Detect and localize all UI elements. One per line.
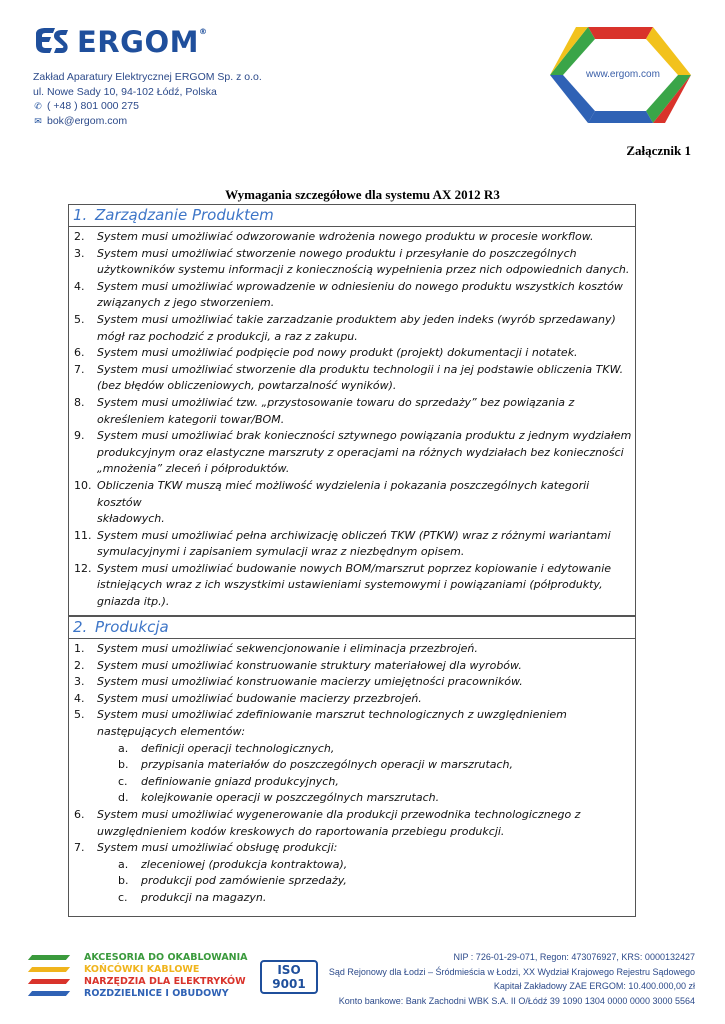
sub-item <box>74 857 633 874</box>
list-item <box>74 395 633 428</box>
category-label: AKCESORIA DO OKABLOWANIA <box>84 951 248 963</box>
item-line: istniejących wraz z ich wszystkimi ustawieniami systemowymi i powiązaniami (półprodukty, <box>97 578 603 592</box>
sub-item <box>74 873 633 890</box>
sub-item-text: produkcji pod zamówienie sprzedaży, <box>141 874 347 888</box>
list-item <box>74 707 633 740</box>
item-text <box>97 658 522 675</box>
item-line: System musi umożliwiać sekwencjonowanie i eliminacja przezbrojeń. <box>97 642 478 655</box>
list-item <box>74 229 633 246</box>
item-text <box>97 345 578 362</box>
item-line: Obliczenia TKW muszą mieć możliwość wydzielenia i pokazania poszczególnych kategorii kosztów <box>97 478 590 509</box>
sub-item-letter: a. <box>118 741 129 755</box>
category-label: KOŃCÓWKI KABLOWE <box>84 963 200 975</box>
item-text <box>97 674 523 691</box>
category-stripe <box>28 979 70 984</box>
item-text <box>97 229 594 246</box>
item-number: 8. <box>74 395 85 409</box>
item-text <box>97 362 623 395</box>
list-item <box>74 246 633 279</box>
item-number: 4. <box>74 691 85 705</box>
sub-item-letter: c. <box>118 774 128 788</box>
sub-item-letter: b. <box>118 758 129 772</box>
sub-item-text: kolejkowanie operacji w poszczególnych marszrutach. <box>141 791 440 805</box>
section-production <box>68 616 636 917</box>
legal-line: Konto bankowe: Bank Zachodni WBK S.A. II O/Łódź 39 1090 1304 0000 0000 3000 5564 <box>338 995 695 1006</box>
item-line: System musi umożliwiać tzw. „przystosowanie towaru do sprzedaży” bez powiązania z <box>97 395 575 409</box>
sub-item <box>74 741 633 758</box>
item-number: 6. <box>74 346 85 360</box>
sub-item <box>74 790 633 807</box>
item-number: 7. <box>74 841 85 855</box>
list-item <box>74 279 633 312</box>
item-line: System musi umożliwiać zdefiniowanie marszrut technologicznych z uwzględnieniem <box>97 708 567 722</box>
category-row <box>30 975 248 987</box>
list-item <box>74 478 633 528</box>
list-item <box>74 840 633 857</box>
item-line: „mnożenia” zleceń i półproduktów. <box>97 462 290 476</box>
item-line: System musi umożliwiać odwzorowanie wdrożenia nowego produktu w procesie workflow. <box>97 230 594 243</box>
legal-line: Sąd Rejonowy dla Łodzi – Śródmieścia w Łodzi, XX Wydział Krajowego Rejestru Sądowego <box>328 966 695 977</box>
item-number: 1. <box>74 642 85 655</box>
attachment-label: Załącznik 1 <box>626 143 691 158</box>
item-number: 10. <box>74 478 92 492</box>
item-line: System musi umożliwiać takie zarzadzanie produktem aby jeden indeks (wyrób sprzedawany) <box>97 312 616 326</box>
category-row <box>30 963 248 975</box>
phone-icon: ✆ <box>34 101 42 111</box>
list-item <box>74 658 633 675</box>
item-number: 6. <box>74 807 85 821</box>
website-url[interactable]: www.ergom.com <box>586 69 660 80</box>
item-line: gniazda itp.). <box>97 595 170 609</box>
item-line: (bez błędów obliczeniowych, powtarzalność wyników). <box>97 379 397 393</box>
item-line: System musi umożliwiać budowanie nowych BOM/marszrut poprzez kopiowanie i edytowanie <box>97 561 612 575</box>
company-name: Zakład Aparatury Elektrycznej ERGOM Sp. z o.o. <box>33 71 262 83</box>
contact-block <box>33 70 262 128</box>
item-number: 9. <box>74 429 85 443</box>
item-text <box>97 840 337 857</box>
item-number: 4. <box>74 279 85 293</box>
item-line: System musi umożliwiać budowanie macierzy przezbrojeń. <box>97 691 422 705</box>
sub-item-text: przypisania materiałów do poszczególnych operacji w marszrutach, <box>141 758 514 772</box>
sub-item <box>74 757 633 774</box>
list-item <box>74 561 633 611</box>
sub-item-text: definiowanie gniazd produkcyjnych, <box>141 774 339 788</box>
section-heading: 1. Zarządzanie Produktem <box>69 205 635 227</box>
list-item <box>74 312 633 345</box>
item-text <box>97 807 580 840</box>
item-number: 11. <box>74 528 92 542</box>
item-line: System musi umożliwiać obsługę produkcji: <box>97 841 338 855</box>
item-line: System musi umożliwiać konstruowanie struktury materiałowej dla wyrobów. <box>97 658 522 672</box>
item-line: związanych z jego stworzeniem. <box>97 296 275 310</box>
item-line: uwzględnieniem kodów kreskowych do raportowania przebiegu produkcji. <box>97 824 505 838</box>
item-line: produkcyjnym oraz elastyczne marszruty z operacjami na różnych wydziałach bez konieczności <box>97 445 624 459</box>
item-text <box>97 395 574 428</box>
item-line: System musi umożliwiać wprowadzenie w odniesieniu do nowego produktu wszystkich kosztów <box>97 279 623 293</box>
list-item <box>74 641 633 658</box>
item-line: System musi umożliwiać pełna archiwizację obliczeń TKW (PTKW) wraz z różnymi wariantami <box>97 528 611 542</box>
list-item <box>74 674 633 691</box>
phone-row <box>33 99 262 114</box>
item-line: określeniem kategorii towar/BOM. <box>97 412 285 426</box>
sub-item-letter: c. <box>118 890 128 904</box>
list-item <box>74 362 633 395</box>
item-line: następujących elementów: <box>97 724 246 738</box>
item-line: System musi umożliwiać stworzenie nowego produktu i przesyłanie do poszczególnych <box>97 246 577 260</box>
list-item <box>74 691 633 708</box>
category-row <box>30 987 248 999</box>
sub-item-text: zleceniowej (produkcja kontraktowa), <box>141 857 348 871</box>
section-heading: 2. Produkcja <box>69 617 635 639</box>
sub-item <box>74 774 633 791</box>
item-text <box>97 641 478 658</box>
company-address: ul. Nowe Sady 10, 94-102 Łódź, Polska <box>33 85 217 98</box>
legal-line: Kapitał Zakładowy ZAE ERGOM: 10.400.000,00 zł <box>493 981 695 991</box>
category-label: ROZDZIELNICE I OBUDOWY <box>84 987 229 999</box>
list-item <box>74 345 633 362</box>
category-stripe <box>28 991 70 996</box>
item-line: System musi umożliwiać brak konieczności sztywnego powiązania produktu z jednym wydziałem <box>97 429 632 443</box>
item-line: użytkowników systemu informacji z koniecznością wypełnienia przez nich odpowiednich danych. <box>97 263 630 277</box>
document-title: Wymagania szczegółowe dla systemu AX 2012 R3 <box>225 187 500 202</box>
item-line: mógł raz pochodzić z produkcji, a raz z zakupu. <box>97 329 358 343</box>
item-text <box>97 279 623 312</box>
envelope-icon: ✉ <box>34 115 42 126</box>
email-address[interactable]: bok@ergom.com <box>47 114 128 127</box>
sub-item <box>74 890 633 907</box>
item-line: System musi umożliwiać stworzenie dla produktu technologii i na jej podstawie obliczenia TKW. <box>97 362 624 376</box>
item-line: System musi umożliwiać wygenerowanie dla produkcji przewodnika technologicznego z <box>97 807 581 821</box>
list-item <box>74 528 633 561</box>
category-row <box>30 951 248 963</box>
item-text <box>97 246 629 279</box>
sub-item-text: definicji operacji technologicznych, <box>141 741 335 755</box>
list-item <box>74 428 633 478</box>
company-logo <box>33 25 207 59</box>
item-number: 7. <box>74 362 85 376</box>
item-text <box>97 707 567 740</box>
company-legal-info <box>329 950 695 1008</box>
sub-item-letter: d. <box>118 791 129 805</box>
category-label: NARZĘDZIA DLA ELEKTRYKÓW <box>84 975 246 987</box>
item-number: 3. <box>74 675 85 689</box>
sub-item-letter: b. <box>118 874 129 888</box>
section-product-management <box>68 204 636 616</box>
item-line: System musi umożliwiać podpięcie pod nowy produkt (projekt) dokumentacji i notatek. <box>97 346 578 360</box>
category-stripe <box>28 955 70 960</box>
item-number: 3. <box>74 246 85 260</box>
requirements-list <box>69 227 635 611</box>
phone-number: ( +48 ) 801 000 275 <box>47 100 139 112</box>
iso-9001-badge: ISO 9001 <box>260 960 318 994</box>
item-number: 5. <box>74 708 85 722</box>
item-text <box>97 561 611 611</box>
item-number: 2. <box>74 658 85 672</box>
item-number: 12. <box>74 561 92 575</box>
item-text <box>97 528 611 561</box>
ergom-logo-icon <box>33 26 71 58</box>
sub-item-text: produkcji na magazyn. <box>141 890 267 904</box>
requirements-list <box>69 639 635 907</box>
email-row <box>33 114 262 129</box>
item-text <box>97 428 631 478</box>
product-categories <box>30 951 248 999</box>
category-stripe <box>28 967 70 972</box>
sub-item-letter: a. <box>118 857 129 871</box>
item-text <box>97 312 616 345</box>
item-text <box>97 478 633 528</box>
item-line: symulacyjnymi i zapisaniem symulacji wraz z niezbędnym opisem. <box>97 545 465 559</box>
list-item <box>74 807 633 840</box>
item-text <box>97 691 422 708</box>
item-line: System musi umożliwiać konstruowanie macierzy umiejętności pracowników. <box>97 675 523 689</box>
brand-name: ERGOM® <box>77 25 208 59</box>
legal-line: NIP : 726-01-29-071, Regon: 473076927, KRS: 0000132427 <box>453 952 695 962</box>
item-number: 5. <box>74 312 85 326</box>
item-number: 2. <box>74 230 85 243</box>
item-line: składowych. <box>97 512 165 526</box>
